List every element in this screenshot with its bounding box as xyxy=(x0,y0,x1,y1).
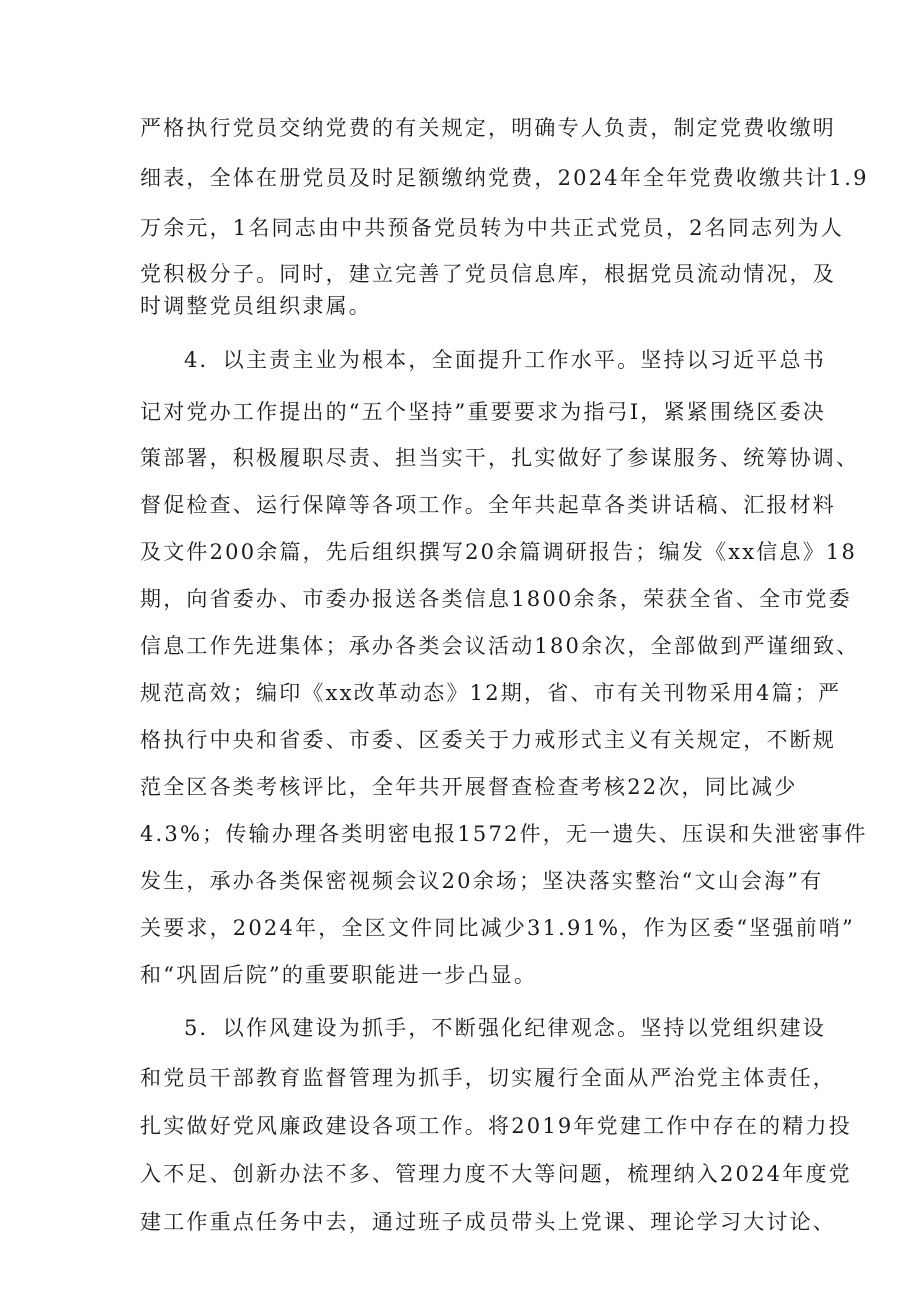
text-line: 关要求，2024年，全区文件同比减少31.91%，作为区委“坚强前哨” xyxy=(140,916,855,940)
text-line: 扎实做好党风廉政建设各项工作。将2019年党建工作中存在的精力投 xyxy=(140,1114,852,1138)
text-line: 和党员干部教育监督管理为抓手，切实履行全面从严治党主体责任， xyxy=(140,1066,836,1090)
text-line: 督促检查、运行保障等各项工作。全年共起草各类讲话稿、汇报材料 xyxy=(140,493,836,517)
text-line: 规范高效；编印《xx改革动态》12期，省、市有关刊物采用4篇；严 xyxy=(140,681,842,705)
text-line: 和“巩固后院”的重要职能进一步凸显。 xyxy=(140,963,538,987)
text-line: 期，向省委办、市委办报送各类信息1800余条，荣获全省、全市党委 xyxy=(140,587,852,611)
text-line: 党积极分子。同时，建立完善了党员信息库，根据党员流动情况，及 xyxy=(140,262,836,286)
text-line: 信息工作先进集体；承办各类会议活动180余次，全部做到严谨细致、 xyxy=(140,634,860,658)
text-line: 入不足、创新办法不多、管理力度不大等问题，梳理纳入2024年度党 xyxy=(140,1162,852,1186)
text-line: 4.3%；传输办理各类明密电报1572件，无一遗失、压误和失泄密事件 xyxy=(140,822,868,846)
text-line: 范全区各类考核评比，全年共开展督查检查考核22次，同比减少 xyxy=(140,775,798,799)
text-line: 格执行中央和省委、市委、区委关于力戒形式主义有关规定，不断规 xyxy=(140,728,836,752)
text-line: 万余元，1名同志由中共预备党员转为中共正式党员，2名同志列为人 xyxy=(140,216,844,240)
text-line: 严格执行党员交纳党费的有关规定，明确专人负责，制定党费收缴明 xyxy=(140,116,836,140)
text-line: 5．以作风建设为抓手，不断强化纪律观念。坚持以党组织建设 xyxy=(184,1016,826,1040)
text-line: 4．以主责主业为根本，全面提升工作水平。坚持以习近平总书 xyxy=(184,348,826,372)
text-line: 及文件200余篇，先后组织撰写20余篇调研报告；编发《xx信息》18 xyxy=(140,540,858,564)
text-line: 发生，承办各类保密视频会议20余场；坚决落实整治“文山会海”有 xyxy=(140,869,824,893)
text-line: 时调整党员组织隶属。 xyxy=(140,294,372,318)
text-line: 记对党办工作提出的“五个坚持”重要要求为指弓I，紧紧围绕区委决 xyxy=(140,400,826,424)
text-line: 细表，全体在册党员及时足额缴纳党费，2024年全年党费收缴共计1.9 xyxy=(140,166,869,190)
text-line: 建工作重点任务中去，通过班子成员带头上党课、理论学习大讨论、 xyxy=(140,1210,836,1234)
text-line: 策部署，积极履职尽责、担当实干，扎实做好了参谋服务、统筹协调、 xyxy=(140,446,860,470)
